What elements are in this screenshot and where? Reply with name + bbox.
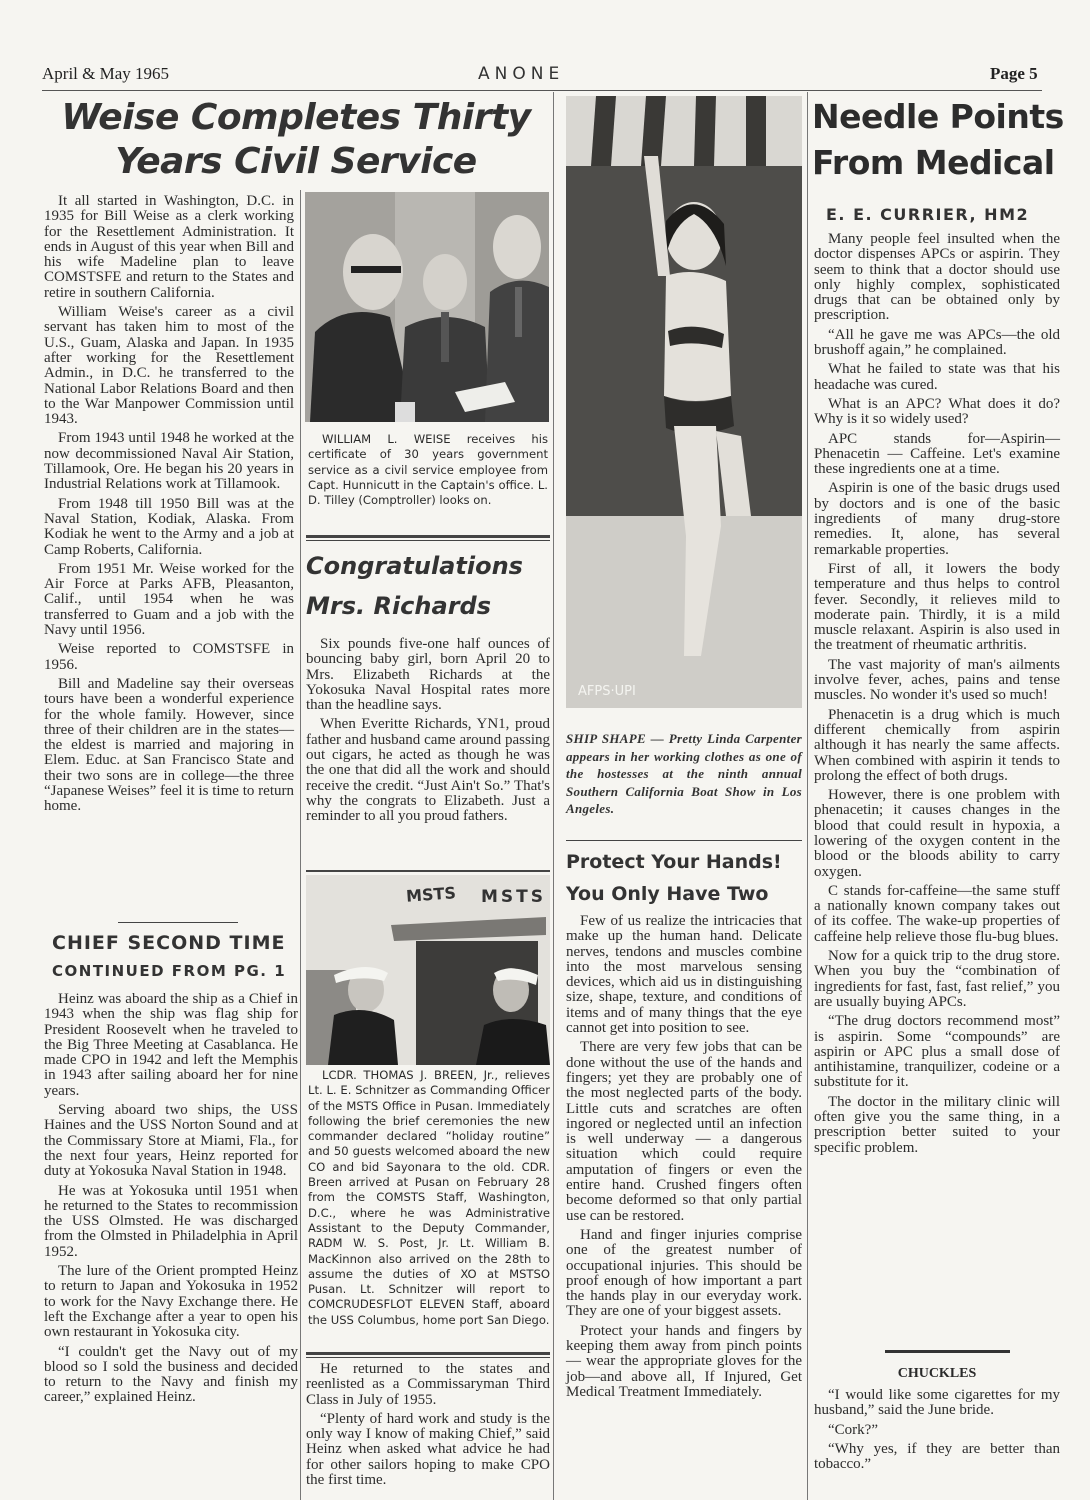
page-number: Page 5 [990,64,1038,83]
msts-photo-caption [308,1068,550,1328]
article-paragraph: Now for a quick trip to the drug store. When you buy the “combination of ingredients for fast, fast, fast relief,” you are usually buying APCs. [814,948,1060,1010]
article-paragraph: C stands for-caffeine—the same stuff a nationally known company takes out of its coffee. The wake-up properties of caffeine help relieve those flu-bug blues. [814,882,1060,945]
weise-photo-caption [308,432,548,508]
newspaper-title: ANONE [478,64,565,84]
article-paragraph: From 1951 Mr. Weise worked for the Air Force at Parks AFB, Pleasanton, Calif., until 1954 when he was transferred to Guam and a job with the Navy until 1956. [44,560,294,639]
chief-article-continued [306,1362,550,1492]
joke-line: “Cork?” [828,1421,878,1438]
richards-article [306,637,550,829]
article-paragraph: “All he gave me was APCs—the old brushoff again,” he complained. [814,326,1060,359]
article-paragraph: “Plenty of hard work and study is the only way I know of making Chief,” said Heinz when asked what advice he had for other sailors hoping to make CPO the first time. [306,1410,550,1489]
photo-credit: AFPS·UPI [578,684,636,699]
section-divider [306,1352,550,1358]
hands-headline-line-2: You Only Have Two [566,883,769,905]
caption-text: WILLIAM L. WEISE receives his certificate of 30 years government service as a civil service employee from Capt. Hunnicutt in the Captain's office. L. D. Tilley (Comptroller) looks on. [308,432,548,508]
article-paragraph: However, there is one problem with phenacetin; it causes changes in the blood that could result in hypoxia, a lowering of the oxygen content in the blood or the bloods ability to carry oxygen. [814,787,1060,880]
article-paragraph: The vast majority of man's ailments involve fever, aches, pains and tense muscles. No wonder it's used so much! [814,656,1060,704]
caption-text: LCDR. THOMAS J. BREEN, Jr., relieves Lt. L. E. Schnitzer as Commanding Officer of the MSTS Office in Pusan. Immediately following the brief ceremonies the new commander declared “holiday routine” and 50 guests welcomed aboard the new CO and bid Sayonara to the old. CDR. Breen arrived at Pusan on February 28 from the COMSTS Staff, Washington, D.C., where he was Administrative Assistant to the Deputy Commander, RADM W. S. Post, Jr. Lt. William B. MacKinnon also arrived on the 28th to assume the duties of XO at MSTSO Pusan. Lt. Schnitzer will report to COMCRUDESFLOT ELEVEN Staff, aboard the USS Columbus, home port San Diego. [308,1068,550,1327]
article-paragraph: Heinz was aboard the ship as a Chief in 1943 when the ship was flag ship for President Roosevelt when he traveled to the Big Three Meeting at Casablanca. He made CPO in 1942 and left the Memphis in 1943 after sailing aboard her for nine years. [44,991,298,1099]
article-paragraph: What is an APC? What does it do? Why is it so widely used? [814,395,1060,428]
msts-change-of-command-photo [306,875,550,1065]
article-paragraph: “The drug doctors recommend most” is aspirin. Some “compounds” are aspirin or APC plus a small dose of antihistamine, tranquilizer, codeine or a substitute for it. [814,1013,1060,1091]
medical-headline-line-1: Needle Points [812,97,1064,136]
article-paragraph: He was at Yokosuka until 1951 when he returned to the States to recommission the USS Olmsted. He was discharged from the Olmsted in Philadelphia in April 1952. [44,1182,298,1260]
article-paragraph: Few of us realize the intricacies that make up the human hand. Delicate nerves, tendons and muscles combine into the most marvelous sensing devices, which aid us in distinguishing size, shape, texture, and conditions of items and of many things that the eye cannot get into position to see. [566,913,802,1037]
article-paragraph: When Everitte Richards, YN1, proud father and husband came around passing out cigars, he acted as though he was the one that did all the work and should receive the credit. “Just Ain't So.” That's why the congrats to Elizabeth. Just a reminder to all you proud fathers. [306,716,550,825]
hands-article [566,914,802,1404]
section-divider [566,840,802,841]
chuckles-title: CHUCKLES [897,1366,977,1381]
msts-sign-left: MSTS [405,883,457,906]
medical-headline-line-2: From Medical [812,143,1055,182]
chief-subhead: CONTINUED FROM PG. 1 [52,962,287,980]
photo-illustration [305,192,549,422]
msts-sign-right: MSTS [481,887,547,907]
article-paragraph: Six pounds five-one half ounces of bouncing baby girl, born April 20 to Mrs. Elizabeth Richards at the Yokosuka Naval Hospital rates more than the headline says. [306,636,550,714]
weise-headline-line-2: Years Civil Service [115,141,477,182]
richards-headline [306,546,523,626]
weise-ceremony-photo [305,192,549,422]
article-paragraph: William Weise's career as a civil servant has taken him to most of the U.S., Guam, Alaska and Japan. In 1935 after working for the Resettlement Admin., in D.C. he transferred to the National Labor Relations Board and then to the War Manpower Commission until 1943. [44,304,294,428]
article-paragraph: What he failed to state was that his headache was cured. [814,361,1060,393]
joke-line: “I would like some cigarettes for my husband,” said the June bride. [814,1387,1060,1419]
chief-headline: CHIEF SECOND TIME [52,932,286,954]
section-divider [306,535,550,541]
medical-article [814,232,1060,1160]
weise-headline [42,96,550,184]
richards-headline-line-1: Congratulations [306,552,523,580]
masthead-rule [42,90,1042,91]
column-divider [300,190,301,1500]
section-divider [118,922,238,923]
article-paragraph: From 1943 until 1948 he worked at the now decommissioned Naval Air Station, Tillamook, Ore. He began his 20 years in Industrial Relations work at Tillamook. [44,430,294,493]
joke-line: “Why yes, if they are better than tobacco.” [814,1440,1060,1473]
hands-headline-line-1: Protect Your Hands! [566,851,782,873]
article-paragraph: Many people feel insulted when the doctor dispenses APCs or aspirin. They seem to think that a doctor should use only highly complex, sophisticated drugs that can be obtained only by prescription. [814,231,1060,324]
article-paragraph: Aspirin is one of the basic drugs used by doctors and is one of the basic ingredients of many drug-store remedies. It, alone, has several remarkable properties. [814,480,1060,558]
chuckles-joke [814,1388,1060,1476]
article-paragraph: Weise reported to COMSTSFE in 1956. [44,641,294,673]
article-paragraph: Hand and finger injuries comprise one of the greatest number of occupational injuries. This should be proof enough of how important a part the hands play in our everyday work. They are one of your biggest assets. [566,1226,802,1320]
article-paragraph: From 1948 till 1950 Bill was at the Naval Station, Kodiak, Alaska. From Kodiak he went to the Army and a job at Camp Roberts, California. [44,495,294,558]
article-paragraph: It all started in Washington, D.C. in 1935 for Bill Weise as a clerk working for the Resettlement Administration. It ends in August of this year when Bill and his wife Madeline plan to leave COMSTSFE and return to the States and retire in southern California. [44,193,294,301]
article-paragraph: There are very few jobs that can be done without the use of the hands and fingers; yet they are probably one of the most neglected parts of the body. Little cuts and scratches are often ingored or neglected until an infection is well underway — a dangerous situation which could require amputation of fingers or even the entire hand. Crushed fingers often become deformed so that only partial use can be restored. [566,1039,802,1224]
article-paragraph: The doctor in the military clinic will often give you the same thing, in a prescription better suited to your specific problem. [814,1093,1060,1156]
article-paragraph: Bill and Madeline say their overseas tours have been a wonderful experience for the whole family. However, since three of their children are in the states—the eldest is married and majoring in Elem. Educ. at San Francisco State and their two sons are in college—the three “Japanese Weises” feel it is time to return home. [44,675,294,815]
article-paragraph: Serving aboard two ships, the USS Haines and the USS Norton Sound and at the Commissary Store at Miami, Fla., for the next four years, Heinz reported for duty at Yokosuka Naval Station in 1948. [44,1102,298,1180]
medical-byline: E. E. CURRIER, HM2 [826,205,1030,224]
column-divider [807,92,808,1500]
chief-article [44,992,298,1410]
section-divider [306,870,550,872]
hands-headline [566,846,782,910]
richards-headline-line-2: Mrs. Richards [306,592,491,620]
ship-shape-photo [566,96,802,708]
weise-article [44,194,294,819]
medical-headline [812,94,1064,186]
ship-shape-caption: SHIP SHAPE — Pretty Linda Carpenter appears in her working clothes as one of the hostesses at the ninth annual Southern California Boat Show in Los Angeles. [566,731,802,816]
article-paragraph: APC stands for—Aspirin—Phenacetin — Caffeine. Let's examine these ingredients one at a time. [814,430,1060,478]
article-paragraph: He returned to the states and reenlisted as a Commissaryman Third Class in July of 1955. [306,1361,550,1408]
article-paragraph: Phenacetin is a drug which is much different chemically from aspirin although it has nearly the same affects. When combined with aspirin it tends to prolong the effect of both drugs. [814,706,1060,784]
photo-illustration [566,96,802,708]
article-paragraph: First of all, it lowers the body temperature and thus helps to control fever. Secondly, it relieves mild to moderate pain. Thirdly, it is a mild muscle relaxant. Aspirin is also used in the treatment of rheumatic arthritis. [814,560,1060,654]
issue-date: April & May 1965 [42,64,170,83]
article-paragraph: The lure of the Orient prompted Heinz to return to Japan and Yokosuka in 1952 to work for the Navy Exchange there. He left the Exchange after a year to open his own restaurant in Yokosuka city. [44,1263,298,1341]
column-divider [553,92,554,1500]
section-divider [885,1350,1010,1353]
article-paragraph: Protect your hands and fingers by keeping them away from pinch points — wear the appropriate gloves for the job—and above all, If Injured, Get Medical Treatment Immediately. [566,1322,802,1400]
weise-headline-line-1: Weise Completes Thirty [61,97,531,138]
article-paragraph: “I couldn't get the Navy out of my blood so I sold the business and decided to return to the Navy and finish my career,” explained Heinz. [44,1343,298,1406]
